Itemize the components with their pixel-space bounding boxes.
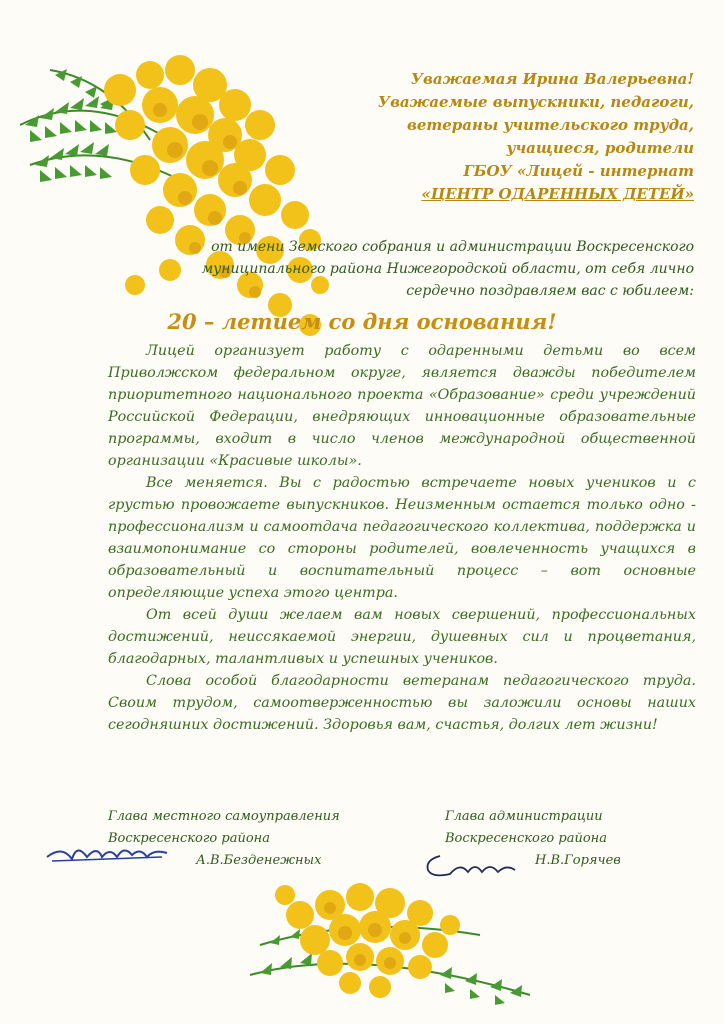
signer-title: Глава местного самоуправления <box>108 809 340 824</box>
body-paragraph: Лицей организует работу с одаренными детьми во всем Приволжском федеральном округе, является дважды победителем приоритетного национального проекта «Образование» среди учреждений Российской Федерации, внедряющих инновационные образовательные программы, входит в число членов международной общественной организации «Красивые школы». <box>108 343 696 469</box>
body-paragraph: Все меняется. Вы с радостью встречаете новых учеников и с грустью провожаете выпускников. Неизменным остается только одно - профессионализм и самоотдача педагогического коллектива, поддержка и взаимопонимание со стороны родителей, вовлеченность учащихся в образовательный и воспитательный процесс – вот основные определяющие успеха этого центра. <box>108 475 696 601</box>
letter-body <box>108 340 696 736</box>
greeting-line: Уважаемая Ирина Валерьевна! <box>410 70 694 88</box>
signer-name: А.В.Безденежных <box>196 853 322 868</box>
greeting-block <box>134 68 694 206</box>
mimosa-sprig-icon <box>240 875 540 1015</box>
body-paragraph: Слова особой благодарности ветеранам педагогического труда. Своим трудом, самоотверженностью вы заложили основы наших сегодняшних достижений. Здоровья вам, счастья, долгих лет жизни! <box>108 673 696 733</box>
greeting-line: Уважаемые выпускники, педагоги, <box>377 93 694 111</box>
greeting-line: «ЦЕНТР ОДАРЕННЫХ ДЕТЕЙ» <box>421 185 694 203</box>
signer-title: Воскресенского района <box>445 831 607 846</box>
jubilee-heading: 20 – летием со дня основания! <box>167 309 557 334</box>
intro-line: сердечно поздравляем вас с юбилеем: <box>406 283 694 299</box>
signer-name: Н.В.Горячев <box>535 853 621 868</box>
body-paragraph: От всей души желаем вам новых свершений, профессиональных достижений, неиссякаемой энергии, душевных сил и процветания, благодарных, талантливых и успешных учеников. <box>108 607 696 667</box>
greeting-line: учащиеся, родители <box>506 139 694 157</box>
signer-title: Глава администрации <box>445 809 603 824</box>
intro-line: от имени Земского собрания и администрации Воскресенского <box>211 239 694 255</box>
handwritten-signature-icon <box>42 835 172 869</box>
signer-title: Воскресенского района <box>108 831 270 846</box>
intro-line: муниципального района Нижегородской области, от себя лично <box>201 261 694 277</box>
greeting-line: ГБОУ «Лицей - интернат <box>463 162 694 180</box>
intro-block <box>134 236 694 302</box>
greeting-line: ветераны учительского труда, <box>407 116 694 134</box>
